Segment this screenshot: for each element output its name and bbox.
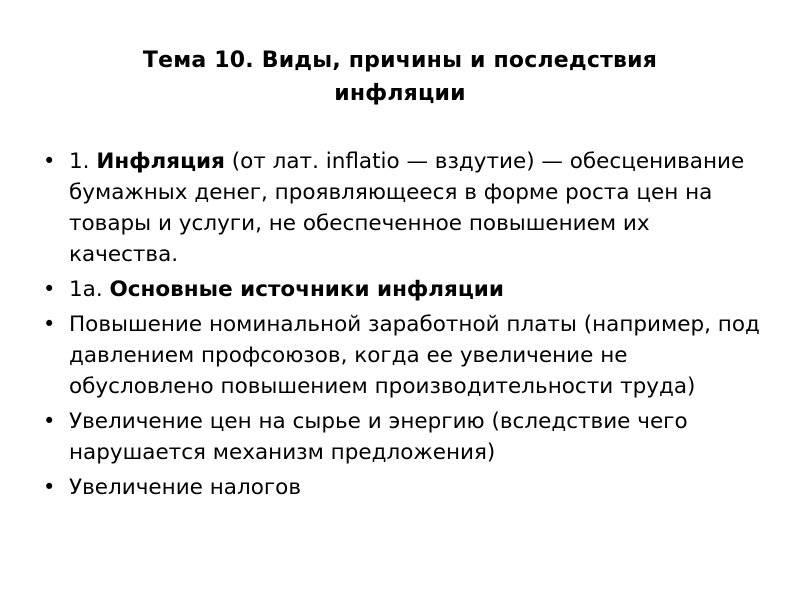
bullet-bold-term: Инфляция xyxy=(96,149,225,174)
bullet-marker: • xyxy=(43,475,56,499)
bullet-bold-term: Основные источники инфляции xyxy=(109,277,504,302)
bullet-marker: • xyxy=(43,277,56,301)
bullet-text: Увеличение цен на сырье и энергию (вследствие чего нарушается механизм предложения) xyxy=(69,409,688,465)
bullet-marker: • xyxy=(43,409,56,433)
bullet-prefix: 1а. xyxy=(69,277,110,302)
bullet-prefix: 1. xyxy=(69,149,97,174)
bullet-item-definition xyxy=(40,146,760,270)
bullet-text: Увеличение налогов xyxy=(69,475,301,500)
bullet-marker: • xyxy=(43,312,56,336)
slide-title xyxy=(60,44,740,110)
bullet-item-raw-materials xyxy=(40,406,760,468)
slide-title-line-1: Тема 10. Виды, причины и последствия xyxy=(142,48,658,73)
bullet-text: Повышение номинальной заработной платы (например, под давлением профсоюзов, когда ее увеличение не обусловлено повышением производительности труда) xyxy=(69,312,760,399)
bullet-item-sources-heading xyxy=(40,274,760,305)
bullet-marker: • xyxy=(43,149,56,173)
bullet-text: (от лат. inflatio — вздутие) — обесценивание бумажных денег, проявляющееся в форме роста цен на товары и услуги, не обеспеченное повышением их качества. xyxy=(69,149,745,267)
slide-title-line-2: инфляции xyxy=(334,81,466,106)
bullet-item-wages xyxy=(40,309,760,402)
bullet-item-taxes xyxy=(40,472,760,503)
bullet-list xyxy=(40,146,760,507)
